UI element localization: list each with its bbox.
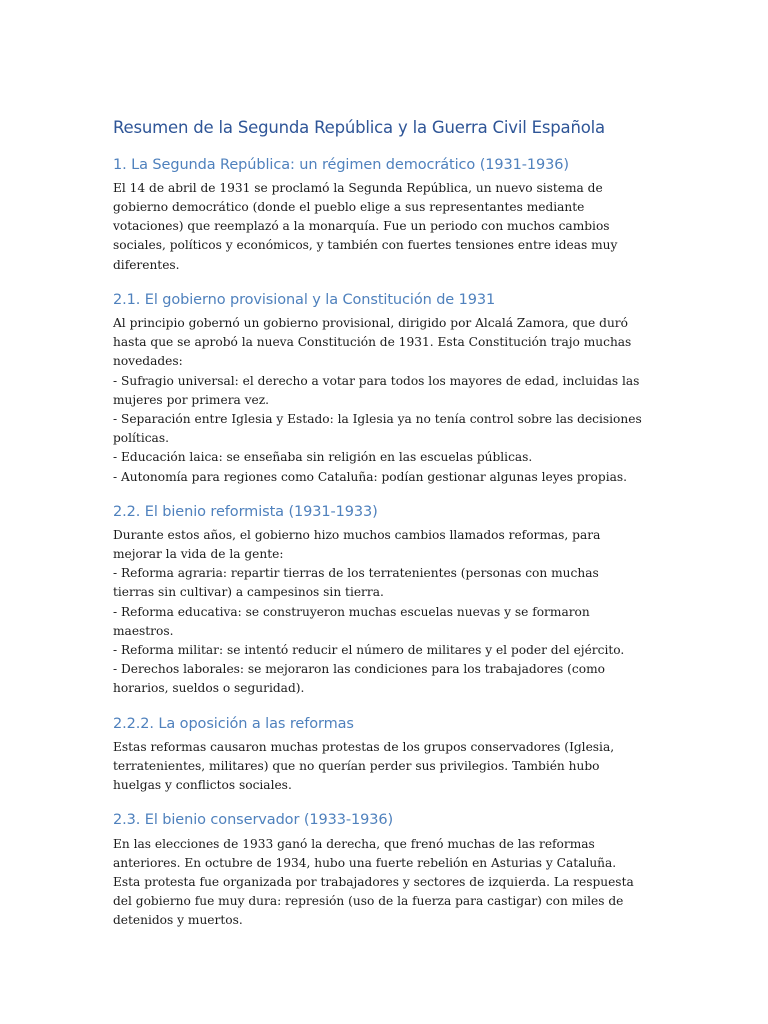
paragraph-line: El 14 de abril de 1931 se proclamó la Segunda República, un nuevo sistema de gobierno democrático (donde el pueblo elige a sus representantes mediante votaciones) que reemplazó a la monarquía. Fue un periodo con muchos cambios sociales, políticos y económicos, y también con fuertes tensiones entre ideas muy diferentes. [113,180,618,272]
bullet-line: - Autonomía para regiones como Cataluña: podían gestionar algunas leyes propias. [113,469,627,484]
document-page [113,118,643,947]
bullet-line: - Derechos laborales: se mejoraron las condiciones para los trabajadores (como horarios, sueldos o seguridad). [113,662,605,696]
paragraph-line: Al principio gobernó un gobierno provisional, dirigido por Alcalá Zamora, que duró hasta que se aprobó la nueva Constitución de 1931. Esta Constitución trajo muchas novedades: [113,315,632,369]
bullet-line: - Reforma educativa: se construyeron muchas escuelas nuevas y se formaron maestros. [113,604,590,638]
section-heading: 2.2. El bienio reformista (1931-1933) [113,503,378,520]
section-body [113,738,643,796]
section-body [113,835,643,931]
section-body [113,179,643,275]
bullet-line: - Sufragio universal: el derecho a votar para todos los mayores de edad, incluidas las mujeres por primera vez. [113,373,640,407]
section-heading: 2.1. El gobierno provisional y la Constitución de 1931 [113,291,496,308]
paragraph-line: Durante estos años, el gobierno hizo muchos cambios llamados reformas, para mejorar la vida de la gente: [113,527,601,562]
section-bienio-reformista [113,503,643,699]
section-heading: 2.2.2. La oposición a las reformas [113,715,354,732]
document-title: Resumen de la Segunda República y la Guerra Civil Española [113,118,605,137]
bullet-line: - Reforma agraria: repartir tierras de los terratenientes (personas con muchas tierras sin cultivar) a campesinos sin tierra. [113,566,599,600]
bullet-line: - Separación entre Iglesia y Estado: la Iglesia ya no tenía control sobre las decisiones políticas. [113,411,642,446]
section-body [113,314,643,487]
section-segunda-republica [113,156,643,275]
section-heading: 1. La Segunda República: un régimen democrático (1931-1936) [113,156,569,173]
section-heading: 2.3. El bienio conservador (1933-1936) [113,812,394,829]
section-body [113,526,643,699]
section-oposicion-reformas [113,715,643,796]
paragraph-line: Estas reformas causaron muchas protestas de los grupos conservadores (Iglesia, terratenientes, militares) que no querían perder sus privilegios. También hubo huelgas y conflictos sociales. [113,739,615,793]
section-gobierno-provisional [113,291,643,487]
paragraph-line: En las elecciones de 1933 ganó la derecha, que frenó muchas de las reformas anteriores. En octubre de 1934, hubo una fuerte rebelión en Asturias y Cataluña. Esta protesta fue organizada por trabajadores y sectores de izquierda. La respuesta del gobierno fue muy dura: represión (uso de la fuerza para castigar) con miles de detenidos y muertos. [113,836,634,928]
bullet-line: - Reforma militar: se intentó reducir el número de militares y el poder del ejército. [113,643,625,658]
bullet-line: - Educación laica: se enseñaba sin religión en las escuelas públicas. [113,450,533,465]
section-bienio-conservador [113,811,643,930]
